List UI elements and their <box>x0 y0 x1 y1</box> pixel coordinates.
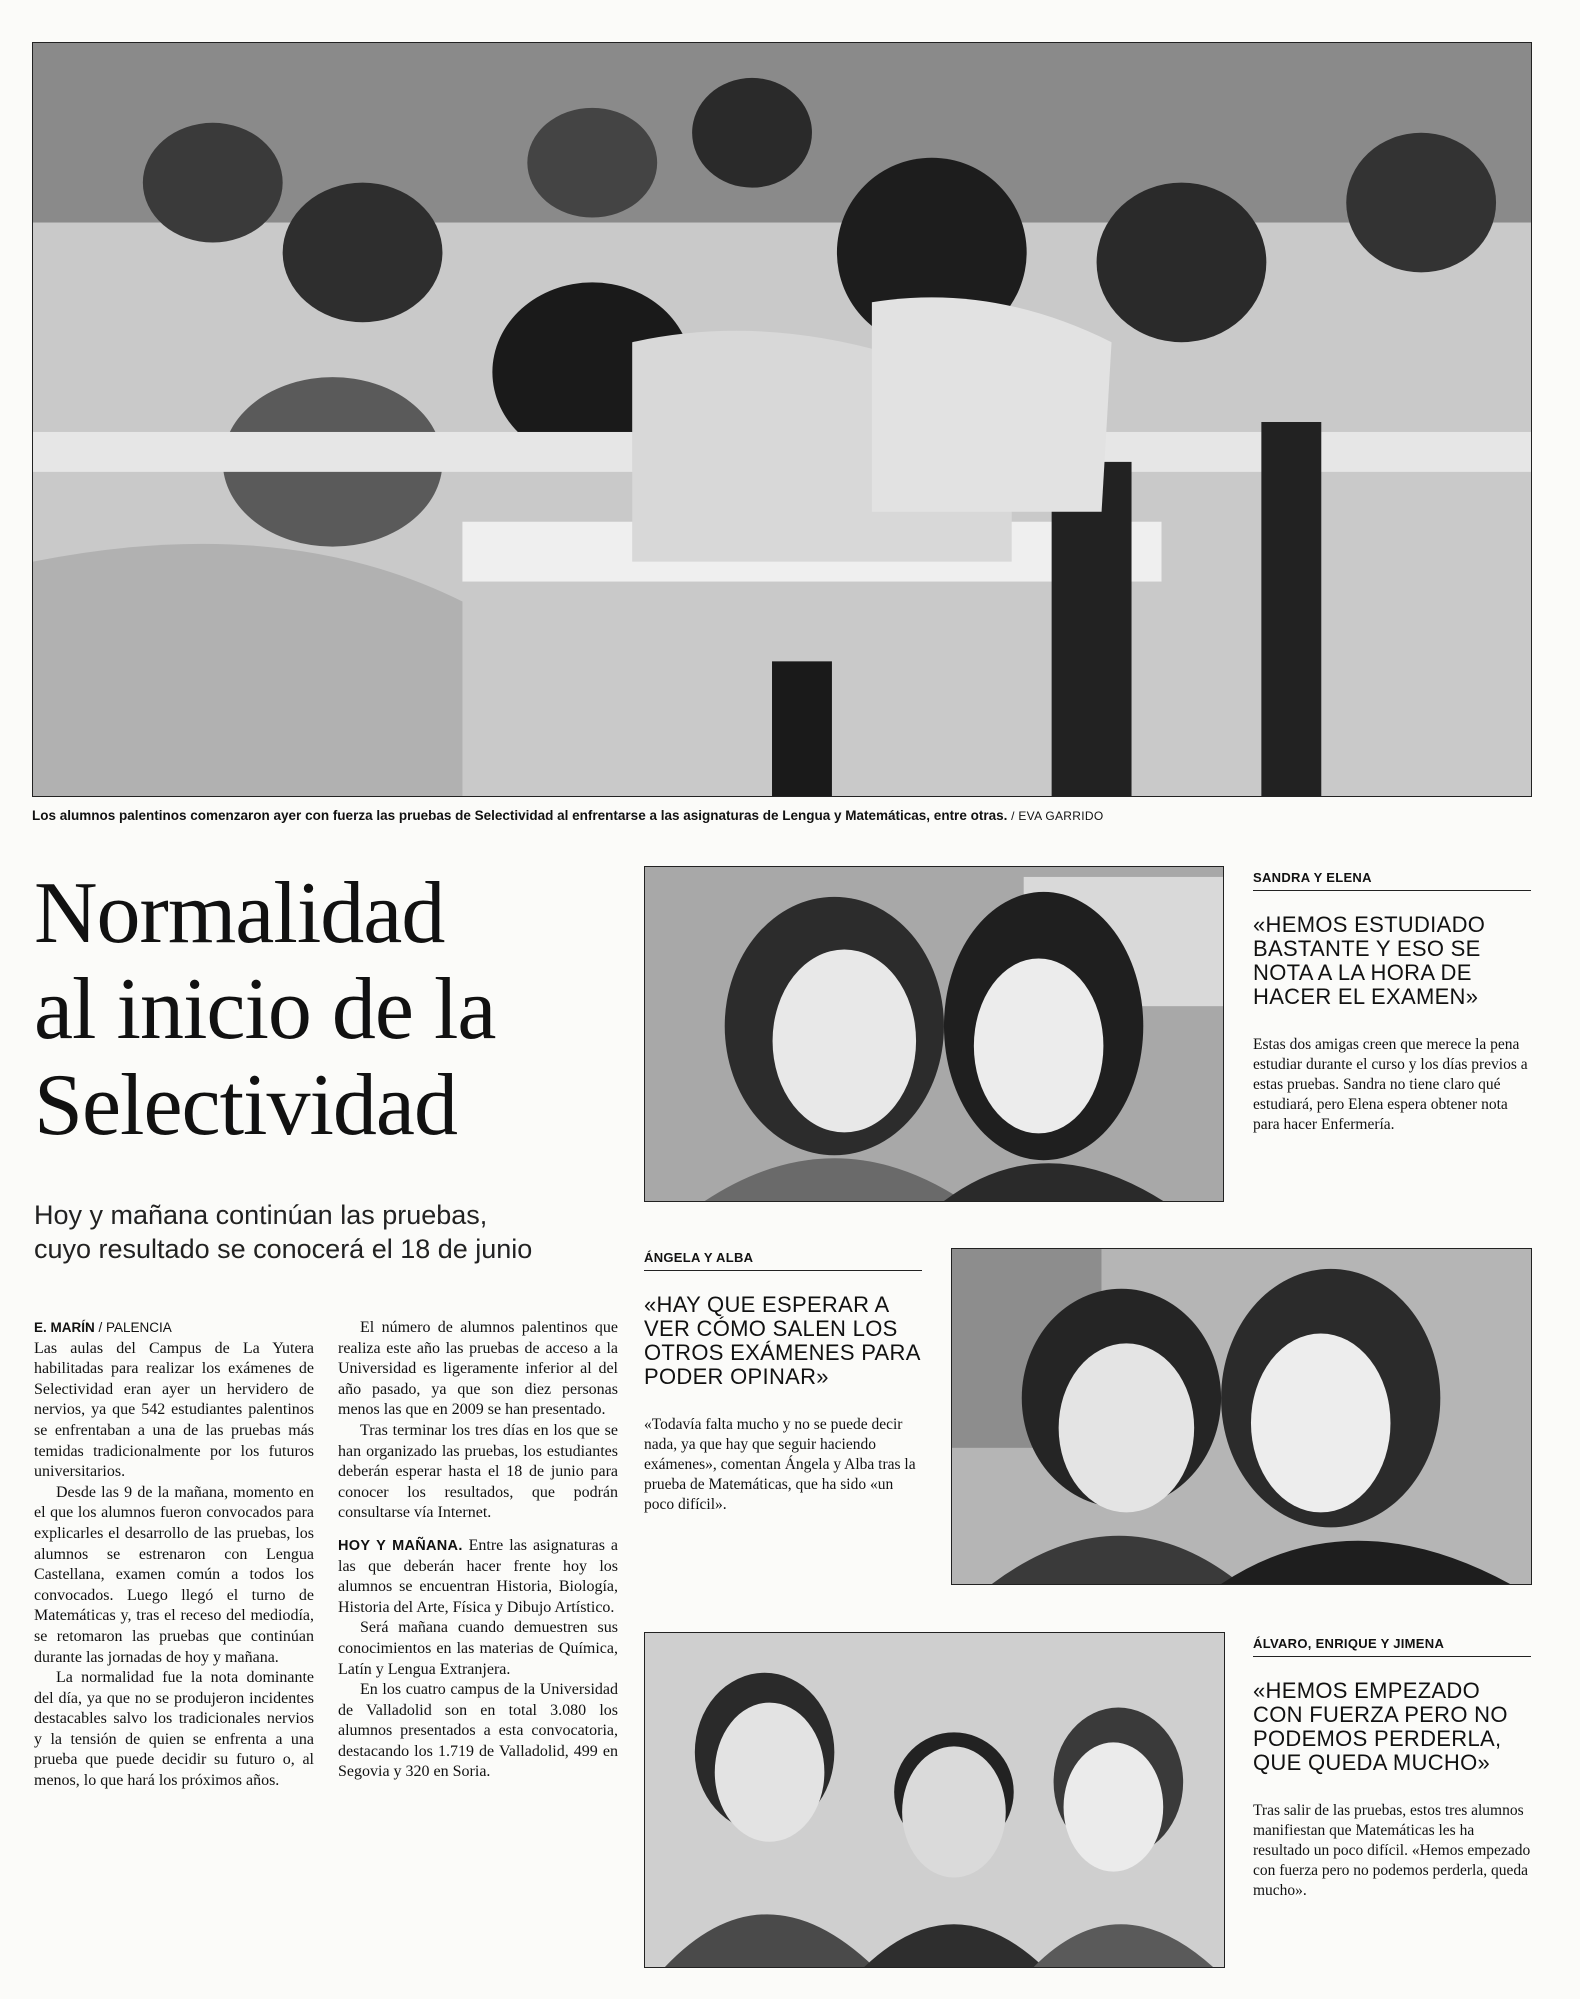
paragraph: Desde las 9 de la mañana, momento en el que los alumnos fueron convocados para explicarles el desarrollo de las pruebas, los alumnos se estrenaron con Lengua Castellana, examen común a todos los convocados. Luego llegó el turno de Matemáticas y, tras el receso del mediodía, se retomaron las pruebas que continúan durante las jornadas de hoy y mañana. <box>34 1483 314 1666</box>
two-girls-illustration <box>952 1249 1531 1584</box>
paragraph-with-leadin <box>338 1536 618 1618</box>
photo-credit: / EVA GARRIDO <box>1011 809 1104 823</box>
subheadline-line-2: cuyo resultado se conocerá el 18 de junio <box>34 1234 533 1264</box>
subheadline <box>34 1198 634 1266</box>
article-column-1 <box>34 1318 314 1792</box>
paragraph: Las aulas del Campus de La Yutera habilitadas para realizar los exámenes de Selectividad eran ayer un hervidero de nervios, ya que 542 estudiantes palentinos se enfrentaban a una de las pruebas más temidas tradicionalmente por los futuros universitarios. <box>34 1339 314 1481</box>
byline-place: / PALENCIA <box>98 1320 172 1335</box>
sidebar-alvaro-enrique-jimena <box>1253 1636 1531 1901</box>
sidebar-quote: «HEMOS ESTUDIADO BASTANTE Y ESO SE NOTA A LA HORA DE HACER EL EXAMEN» <box>1253 912 1486 1009</box>
paragraph: La normalidad fue la nota dominante del día, ya que no se produjeron incidentes destacables salvo los tradicionales nervios y la tensión de quien se enfrenta a una prueba que puede decidir su futuro o, al menos, lo que hará los próximos años. <box>34 1669 314 1790</box>
main-photo-caption <box>32 808 1103 823</box>
paragraph: El número de alumnos palentinos que realiza este año las pruebas de acceso a la Universidad es ligeramente inferior al del año pasado, ya que son diez personas menos las que en 2009 se han presentado. <box>338 1319 618 1419</box>
byline <box>34 1318 314 1339</box>
leadin-text: Entre las asignaturas a las que deberán hacer frente hoy los alumnos se encuentran Historia, Biología, Historia del Arte, Física y Dibujo Artístico. <box>338 1536 619 1616</box>
paragraph: En los cuatro campus de la Universidad de Valladolid son en total 3.080 los alumnos presentados a esta convocatoria, destacando los 1.719 de Valladolid, 499 en Segovia y 320 en Soria. <box>338 1681 618 1781</box>
headline-line-3: Selectividad <box>34 1057 457 1154</box>
headline-line-2: al inicio de la <box>34 961 496 1058</box>
photo-sandra-elena <box>644 866 1224 1202</box>
photo-angela-alba <box>951 1248 1532 1585</box>
sidebar-quote: «HEMOS EMPEZADO CON FUERZA PERO NO PODEMOS PERDERLA, QUE QUEDA MUCHO» <box>1253 1678 1508 1775</box>
sidebar-body: Estas dos amigas creen que merece la pena estudiar durante el curso y los días previos a estas pruebas. Sandra no tiene claro qué estudiará, pero Elena espera obtener nota para hacer Enfermería. <box>1253 1036 1528 1133</box>
main-photo <box>32 42 1532 797</box>
article-column-2 <box>338 1318 618 1783</box>
headline-line-1: Normalidad <box>34 865 445 962</box>
sidebar-label: SANDRA Y ELENA <box>1253 870 1531 891</box>
subheadline-line-1: Hoy y mañana continúan las pruebas, <box>34 1200 488 1230</box>
two-girls-illustration <box>645 867 1223 1201</box>
paragraph: Será mañana cuando demuestren sus conocimientos en las materias de Química, Latín y Lengua Extranjera. <box>338 1619 618 1678</box>
sidebar-quote: «HAY QUE ESPERAR A VER CÓMO SALEN LOS OTROS EXÁMENES PARA PODER OPINAR» <box>644 1292 920 1389</box>
paragraph: Tras terminar los tres días en los que se han organizado las pruebas, los estudiantes deberán esperar hasta el 18 de junio para conocer los resultados, que podrán consultarse vía Internet. <box>338 1421 618 1522</box>
byline-author: E. MARÍN <box>34 1320 95 1335</box>
sidebar-body: Tras salir de las pruebas, estos tres alumnos manifiestan que Matemáticas les ha resultado un poco difícil. «Hemos empezado con fuerza pero no podemos perderla, queda mucho». <box>1253 1802 1531 1899</box>
caption-text: Los alumnos palentinos comenzaron ayer con fuerza las pruebas de Selectividad al enfrentarse a las asignaturas de Lengua y Matemáticas, entre otras. <box>32 808 1008 823</box>
sidebar-label: ÁLVARO, ENRIQUE Y JIMENA <box>1253 1636 1531 1657</box>
headline <box>34 866 634 1154</box>
sidebar-angela-alba <box>644 1250 922 1515</box>
students-exam-illustration <box>33 43 1531 796</box>
three-students-illustration <box>645 1633 1224 1967</box>
sidebar-body: «Todavía falta mucho y no se puede decir nada, ya que hay que seguir haciendo exámenes», comentan Ángela y Alba tras la prueba de Matemáticas, que ha sido «un poco difícil». <box>644 1416 916 1513</box>
sidebar-label: ÁNGELA Y ALBA <box>644 1250 922 1271</box>
section-leadin: HOY Y MAÑANA. <box>338 1537 463 1554</box>
sidebar-sandra-elena <box>1253 870 1531 1135</box>
photo-alvaro-enrique-jimena <box>644 1632 1225 1968</box>
